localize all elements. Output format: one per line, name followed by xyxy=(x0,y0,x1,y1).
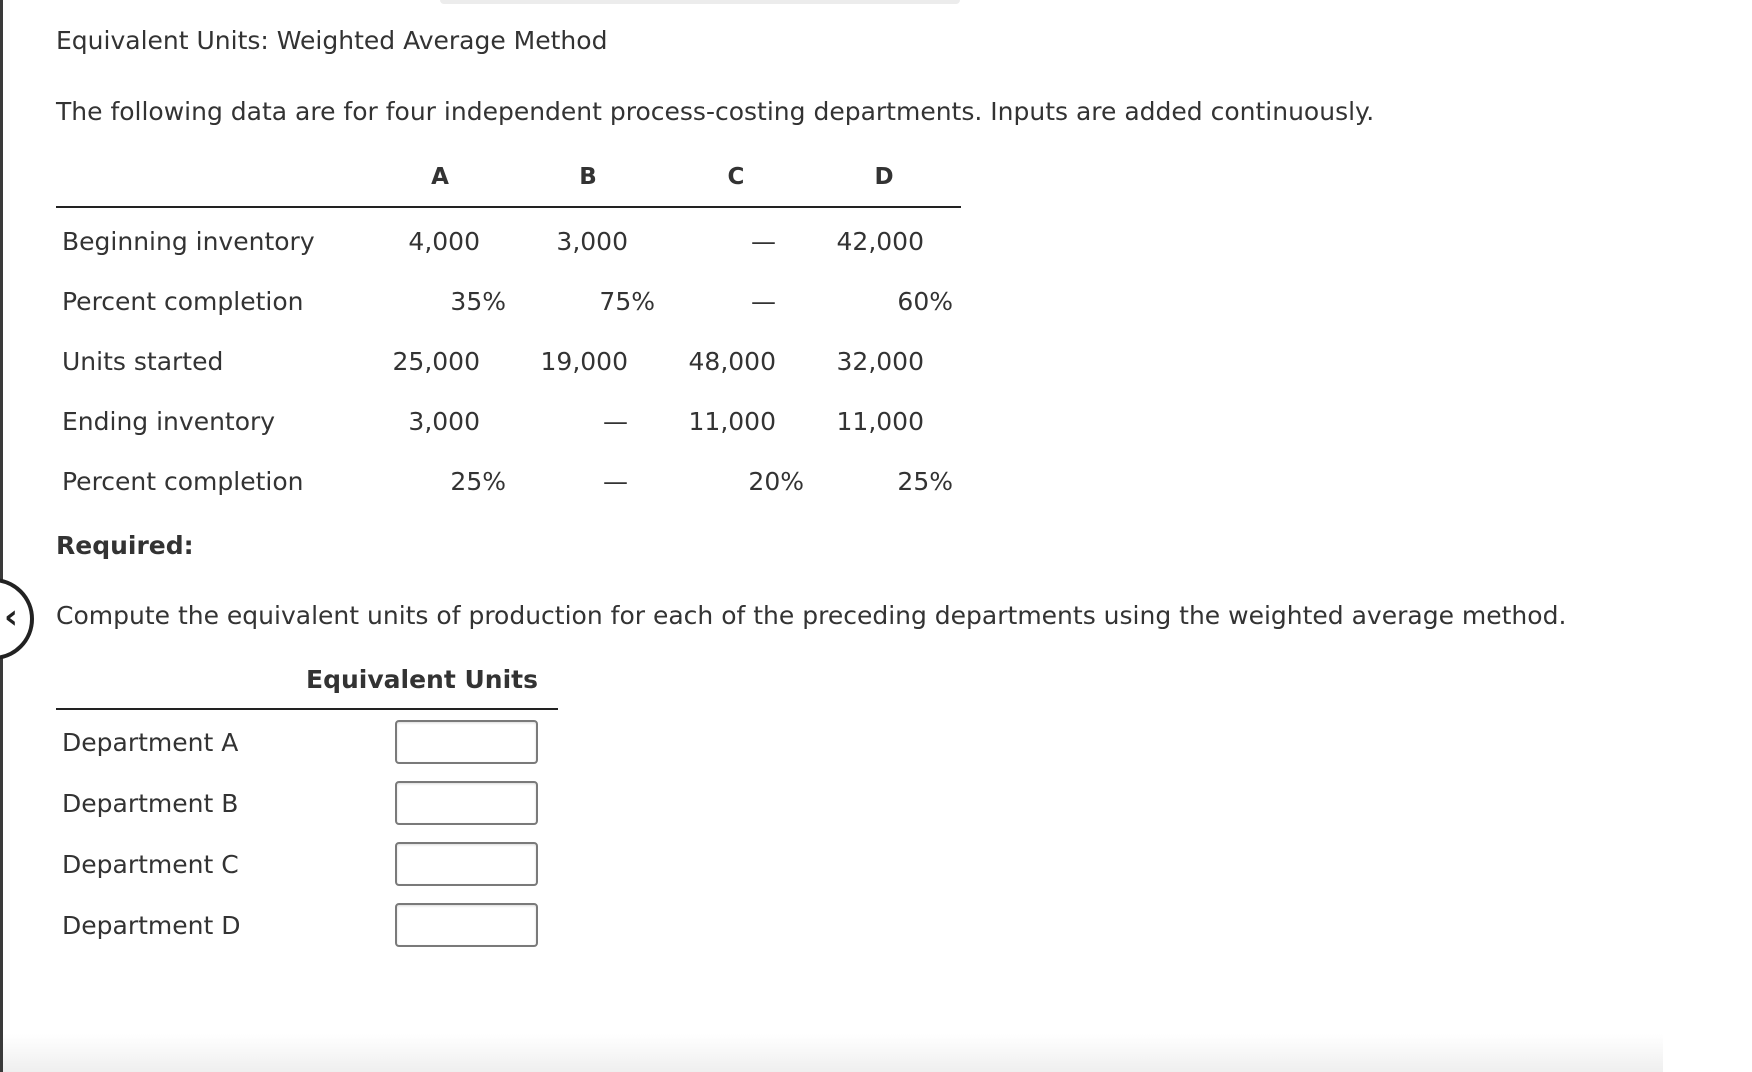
cell-a: 25% xyxy=(450,467,506,496)
row-label: Percent completion xyxy=(62,467,304,496)
cell-d: 11,000 xyxy=(836,407,924,436)
department-label: Department D xyxy=(62,911,241,940)
answer-row-department-b xyxy=(56,771,558,832)
process-data-table xyxy=(56,156,961,508)
department-d-input[interactable] xyxy=(395,903,538,947)
instruction-text: Compute the equivalent units of production for each of the preceding departments using the weighted average method. xyxy=(56,601,1567,630)
cell-c: 11,000 xyxy=(688,407,776,436)
cell-c: — xyxy=(751,227,776,256)
cell-c: 48,000 xyxy=(688,347,776,376)
column-header-d: D xyxy=(874,164,894,190)
cell-a: 25,000 xyxy=(392,347,480,376)
required-heading: Required: xyxy=(56,531,194,560)
cell-c: — xyxy=(751,287,776,316)
department-a-input[interactable] xyxy=(395,720,538,764)
answer-row-department-d xyxy=(56,893,558,954)
department-label: Department C xyxy=(62,850,239,879)
cell-b: 3,000 xyxy=(556,227,628,256)
row-label: Percent completion xyxy=(62,287,304,316)
column-header-b: B xyxy=(579,164,597,190)
cell-d: 32,000 xyxy=(836,347,924,376)
cell-b: 75% xyxy=(599,287,655,316)
row-label: Ending inventory xyxy=(62,407,276,436)
left-border xyxy=(0,0,3,1072)
cell-d: 60% xyxy=(897,287,953,316)
answer-row-department-a xyxy=(56,710,558,771)
table-row-units-started xyxy=(56,328,961,388)
table-row-ending-inventory xyxy=(56,388,961,448)
cell-b: — xyxy=(603,407,628,436)
equivalent-units-header: Equivalent Units xyxy=(306,665,538,694)
answer-row-department-c xyxy=(56,832,558,893)
intro-text: The following data are for four independent process-costing departments. Inputs are added continuously. xyxy=(56,97,1375,126)
department-c-input[interactable] xyxy=(395,842,538,886)
column-header-a: A xyxy=(431,164,449,190)
cell-b: — xyxy=(603,467,628,496)
cell-d: 25% xyxy=(897,467,953,496)
department-b-input[interactable] xyxy=(395,781,538,825)
row-label: Units started xyxy=(62,347,224,376)
data-table-header xyxy=(56,156,961,208)
bottom-fade xyxy=(3,1034,1663,1072)
page-title: Equivalent Units: Weighted Average Method xyxy=(56,26,608,55)
cell-a: 4,000 xyxy=(408,227,480,256)
table-row-ending-percent-completion xyxy=(56,448,961,508)
table-row-beginning-percent-completion xyxy=(56,268,961,328)
answer-table xyxy=(56,665,558,954)
answer-table-header xyxy=(56,665,558,710)
table-row-beginning-inventory xyxy=(56,208,961,268)
department-label: Department B xyxy=(62,789,239,818)
row-label: Beginning inventory xyxy=(62,227,315,256)
cell-a: 35% xyxy=(450,287,506,316)
cell-b: 19,000 xyxy=(540,347,628,376)
cell-c: 20% xyxy=(748,467,804,496)
cell-a: 3,000 xyxy=(408,407,480,436)
column-header-c: C xyxy=(727,164,745,190)
chevron-left-icon[interactable]: ‹ xyxy=(4,597,19,637)
top-edge-shadow xyxy=(440,0,960,4)
department-label: Department A xyxy=(62,728,239,757)
cell-d: 42,000 xyxy=(836,227,924,256)
